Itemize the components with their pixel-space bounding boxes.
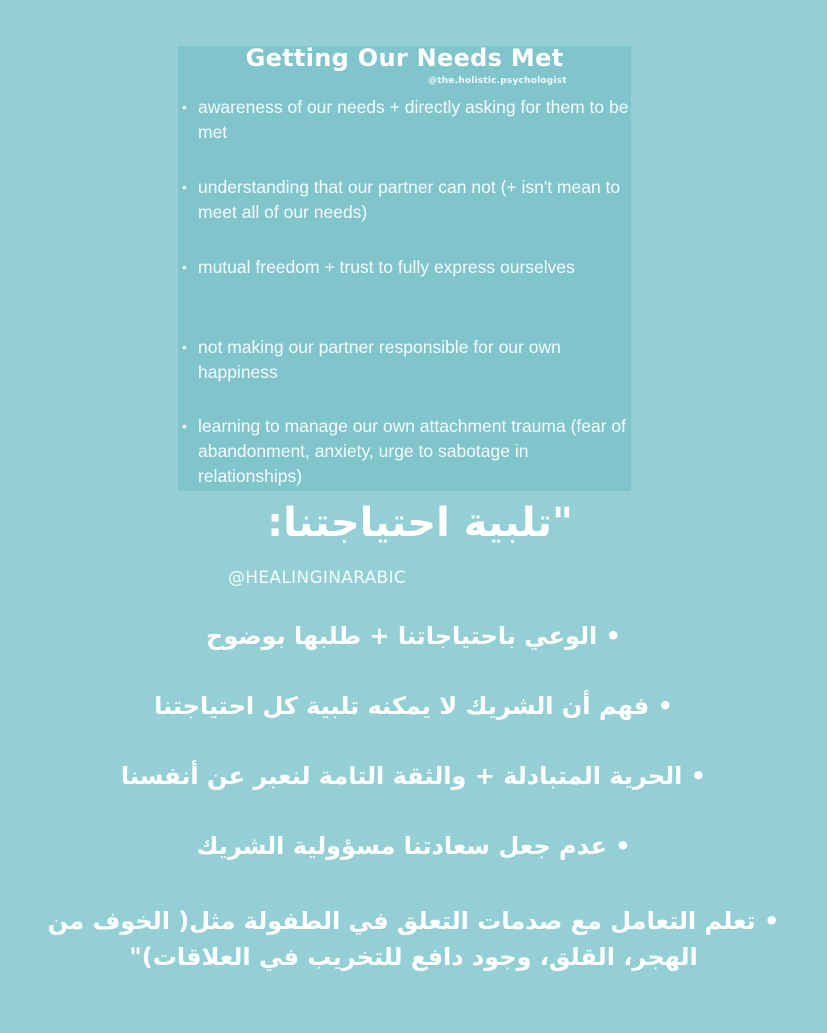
- list-item-text: understanding that our partner can not (+ isn't mean to meet all of our needs): [198, 177, 621, 222]
- arabic-handle: @HEALINGINARABIC: [228, 568, 406, 588]
- bullet-dot: •: [182, 99, 187, 115]
- list-item: [182, 255, 637, 280]
- arabic-line: • الوعي باحتياجاتنا + طلبها بوضوح: [206, 622, 621, 650]
- bullet-dot: •: [182, 418, 187, 434]
- list-item-text: awareness of our needs + directly asking for them to be met: [198, 97, 629, 142]
- card-title: Getting Our Needs Met: [245, 44, 564, 72]
- arabic-line: • فهم أن الشريك لا يمكنه تلبية كل احتياجتنا: [154, 692, 673, 720]
- list-item: [182, 175, 637, 225]
- card-handle: @the.holistic.psychologist: [428, 76, 567, 86]
- list-item-text: mutual freedom + trust to fully express ourselves: [198, 257, 575, 277]
- arabic-line: • عدم جعل سعادتنا مسؤولية الشريك: [196, 832, 631, 860]
- arabic-title: "تلبية احتياجتنا:: [267, 500, 573, 546]
- bullet-dot: •: [182, 179, 187, 195]
- list-item-text: learning to manage our own attachment trauma (fear of abandonment, anxiety, urge to sabotage in relationships): [198, 416, 627, 486]
- arabic-line: • تعلم التعامل مع صدمات التعلق في الطفولة مثل( الخوف من الهجر، القلق، وجود دافع للتخريب في العلاقات)": [47, 907, 780, 971]
- list-item: [182, 95, 637, 145]
- bullet-dot: •: [182, 259, 187, 275]
- list-item: [182, 414, 637, 489]
- arabic-line: • الحرية المتبادلة + والثقة التامة لنعبر عن أنفسنا: [120, 762, 707, 790]
- list-item-text: not making our partner responsible for our own happiness: [198, 337, 561, 382]
- bullet-dot: •: [182, 339, 187, 355]
- list-item: [182, 335, 637, 385]
